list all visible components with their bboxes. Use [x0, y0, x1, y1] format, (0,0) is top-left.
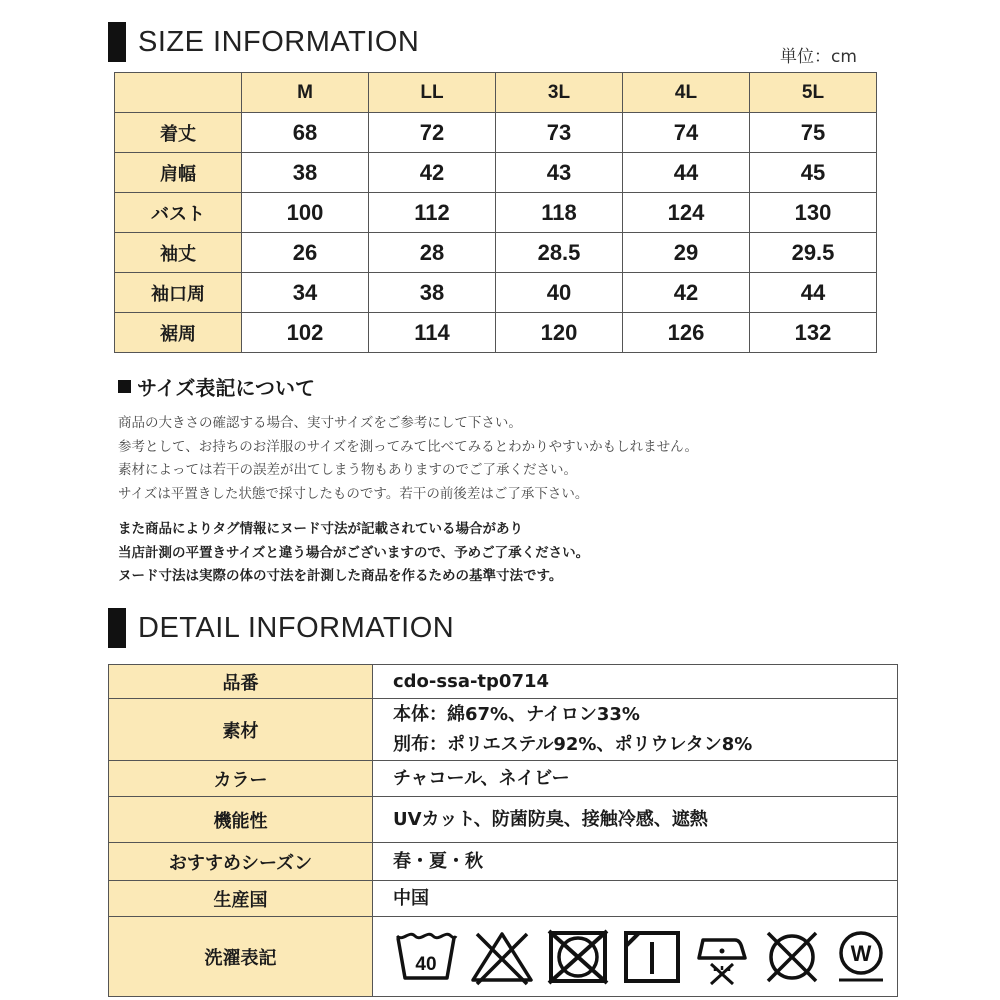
detail-table [108, 664, 898, 997]
size-row-label: 着丈 [115, 113, 242, 153]
wash-40-icon [393, 928, 459, 986]
size-cell: 118 [496, 193, 623, 233]
detail-row [109, 881, 898, 917]
size-cell: 45 [750, 153, 877, 193]
detail-label: 生産国 [109, 881, 373, 917]
detail-value-line: 別布：ポリエステル92%、ポリウレタン8% [393, 733, 753, 755]
size-cell: 68 [242, 113, 369, 153]
size-cell: 38 [369, 273, 496, 313]
size-column-header: LL [369, 73, 496, 113]
size-row-label: 裾周 [115, 313, 242, 353]
detail-value [373, 797, 898, 843]
note-bold-line: また商品によりタグ情報にヌード寸法が記載されている場合があり [118, 521, 523, 537]
size-row [115, 113, 877, 153]
size-row [115, 153, 877, 193]
size-cell: 73 [496, 113, 623, 153]
wet-clean-letter: W [850, 940, 872, 966]
size-table [114, 72, 877, 353]
size-row [115, 313, 877, 353]
unit-label: 単位：cm [780, 47, 857, 67]
size-notes-bold-text [118, 518, 589, 589]
size-row-label: 袖丈 [115, 233, 242, 273]
size-cell: 29 [623, 233, 750, 273]
size-info-heading [108, 22, 419, 62]
size-cell: 40 [496, 273, 623, 313]
size-row [115, 233, 877, 273]
size-cell: 75 [750, 113, 877, 153]
size-cell: 72 [369, 113, 496, 153]
size-row [115, 273, 877, 313]
size-notes-heading [118, 372, 315, 401]
detail-row [109, 761, 898, 797]
size-cell: 120 [496, 313, 623, 353]
size-cell: 42 [369, 153, 496, 193]
wet-clean-icon [833, 928, 889, 986]
size-cell: 44 [623, 153, 750, 193]
note-bold-line: ヌード寸法は実際の体の寸法を計測した商品を作るための基準寸法です。 [118, 568, 563, 584]
detail-value-line: 本体：綿67%、ナイロン33% [393, 703, 640, 725]
care-symbols [373, 917, 898, 997]
detail-value [373, 761, 898, 797]
detail-label: 機能性 [109, 797, 373, 843]
detail-value-line: チャコール、ネイビー [393, 767, 570, 789]
detail-value [373, 881, 898, 917]
detail-value-line: cdo-ssa-tp0714 [393, 670, 550, 692]
detail-value-line: UVカット、防菌防臭、接触冷感、遮熱 [393, 808, 708, 830]
size-cell: 38 [242, 153, 369, 193]
iron-low-no-steam-icon [693, 928, 751, 986]
note-line: 商品の大きさの確認する場合、実寸サイズをご参考にして下さい。 [118, 415, 522, 431]
note-line: 素材によっては若干の誤差が出てしまう物もありますのでご了承ください。 [118, 462, 577, 478]
size-column-header: 3L [496, 73, 623, 113]
detail-info-heading [108, 608, 454, 648]
detail-label: 洗濯表記 [109, 917, 373, 997]
detail-value [373, 843, 898, 881]
line-dry-icon [621, 928, 683, 986]
wash-temp-label: 40 [415, 953, 437, 975]
size-cell: 132 [750, 313, 877, 353]
detail-label: カラー [109, 761, 373, 797]
size-cell: 124 [623, 193, 750, 233]
note-line: 参考として、お持ちのお洋服のサイズを測ってみて比べてみるとわかりやすいかもしれません。 [118, 438, 698, 455]
size-cell: 100 [242, 193, 369, 233]
size-cell: 43 [496, 153, 623, 193]
detail-label: 品番 [109, 665, 373, 699]
size-row-label: 袖口周 [115, 273, 242, 313]
size-header-corner [115, 73, 242, 113]
no-tumble-dry-icon [545, 928, 611, 986]
size-cell: 34 [242, 273, 369, 313]
size-info-title: SIZE INFORMATION [138, 25, 420, 58]
no-dry-clean-icon [761, 928, 823, 986]
size-cell: 26 [242, 233, 369, 273]
detail-row [109, 917, 898, 997]
size-row [115, 193, 877, 233]
size-cell: 130 [750, 193, 877, 233]
size-row-label: 肩幅 [115, 153, 242, 193]
size-cell: 44 [750, 273, 877, 313]
size-header-row [115, 73, 877, 113]
detail-value-line: 中国 [393, 887, 429, 909]
size-cell: 112 [369, 193, 496, 233]
detail-row [109, 797, 898, 843]
square-bullet-icon [118, 380, 131, 393]
detail-label: おすすめシーズン [109, 843, 373, 881]
detail-value [373, 665, 898, 699]
heading-bar [108, 608, 126, 648]
detail-row [109, 699, 898, 761]
detail-row [109, 843, 898, 881]
size-cell: 42 [623, 273, 750, 313]
size-cell: 28 [369, 233, 496, 273]
detail-value-line: 春・夏・秋 [393, 850, 483, 872]
heading-bar [108, 22, 126, 62]
size-column-header: 5L [750, 73, 877, 113]
size-cell: 126 [623, 313, 750, 353]
detail-info-title: DETAIL INFORMATION [138, 611, 455, 644]
note-line: サイズは平置きした状態で採寸したものです。若干の前後差はご了承下さい。 [118, 485, 589, 502]
detail-label: 素材 [109, 699, 373, 761]
size-column-header: M [242, 73, 369, 113]
size-notes-title: サイズ表記について [137, 376, 315, 400]
note-bold-line: 当店計測の平置きサイズと違う場合がございますので、予めご了承ください。 [118, 544, 590, 561]
size-cell: 102 [242, 313, 369, 353]
size-cell: 29.5 [750, 233, 877, 273]
no-bleach-icon [469, 928, 535, 986]
size-column-header: 4L [623, 73, 750, 113]
size-cell: 114 [369, 313, 496, 353]
detail-row [109, 665, 898, 699]
detail-value [373, 699, 898, 761]
size-cell: 74 [623, 113, 750, 153]
size-row-label: バスト [115, 193, 242, 233]
size-cell: 28.5 [496, 233, 623, 273]
size-notes-text [118, 412, 698, 506]
